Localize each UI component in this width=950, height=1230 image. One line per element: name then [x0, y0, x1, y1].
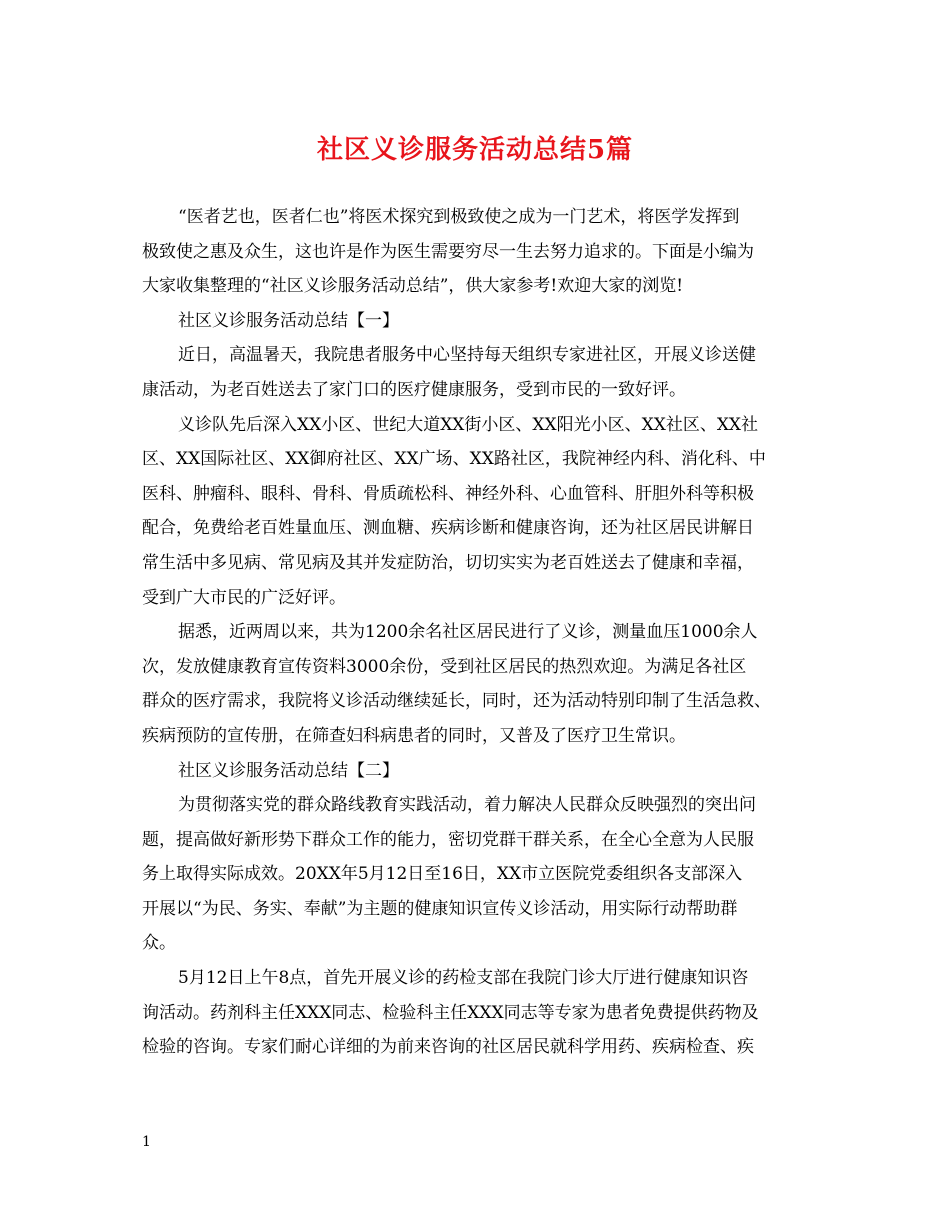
text-line: 极致使之惠及众生，这也许是作为医生需要穷尽一生去努力追求的。下面是小编为	[142, 241, 754, 262]
text-line: 疾病预防的宣传册，在筛查妇科病患者的同时，又普及了医疗卫生常识。	[142, 725, 686, 746]
text-line: 配合，免费给老百姓量血压、测血糖、疾病诊断和健康咨询，还为社区居民讲解日	[142, 518, 754, 539]
section-heading: 社区义诊服务活动总结【一】	[178, 310, 399, 331]
document-title: 社区义诊服务活动总结5篇	[316, 135, 634, 165]
text-line: “医者艺也，医者仁也”将医术探究到极致使之成为一门艺术，将医学发挥到	[178, 207, 740, 227]
text-line: 次，发放健康教育宣传资料3000余份，受到社区居民的热烈欢迎。为满足各社区	[142, 656, 747, 677]
text-line: 近日，高温暑天，我院患者服务中心坚持每天组织专家进社区，开展义诊送健	[178, 345, 756, 366]
text-line: 区、XX国际社区、XX御府社区、XX广场、XX路社区，我院神经内科、消化科、中	[142, 449, 766, 470]
text-line: 开展以“为民、务实、奉献”为主题的健康知识宣传义诊活动，用实际行动帮助群	[142, 898, 738, 919]
text-line: 义诊队先后深入XX小区、世纪大道XX街小区、XX阳光小区、XX社区、XX社	[178, 414, 759, 435]
text-line: 群众的医疗需求，我院将义诊活动继续延长，同时，还为活动特别印制了生活急救、	[142, 691, 771, 712]
document-body	[142, 200, 807, 1065]
text-line: 受到广大市民的广泛好评。	[142, 587, 346, 608]
text-line: 为贯彻落实党的群众路线教育实践活动，着力解决人民群众反映强烈的突出问	[178, 795, 756, 816]
text-line: 康活动，为老百姓送去了家门口的医疗健康服务，受到市民的一致好评。	[142, 379, 686, 400]
text-line: 据悉，近两周以来，共为1200余名社区居民进行了义诊，测量血压1000余人	[178, 622, 758, 643]
text-line: 大家收集整理的“社区义诊服务活动总结”，供大家参考!欢迎大家的浏览!	[142, 276, 684, 297]
page-number: 1	[142, 1134, 151, 1150]
text-line: 务上取得实际成效。20XX年5月12日至16日，XX市立医院党委组织各支部深入	[142, 864, 743, 885]
section-heading: 社区义诊服务活动总结【二】	[178, 760, 399, 781]
text-line: 医科、肿瘤科、眼科、骨科、骨质疏松科、神经外科、心血管科、肝胆外科等积极	[142, 483, 754, 504]
text-line: 检验的咨询。专家们耐心详细的为前来咨询的社区居民就科学用药、疾病检查、疾	[142, 1037, 754, 1058]
text-line: 询活动。药剂科主任XXX同志、检验科主任XXX同志等专家为患者免费提供药物及	[142, 1002, 759, 1023]
text-line: 众。	[142, 933, 176, 954]
text-line: 常生活中多见病、常见病及其并发症防治，切切实实为老百姓送去了健康和幸福，	[142, 552, 754, 573]
text-line: 题，提高做好新形势下群众工作的能力，密切党群干群关系，在全心全意为人民服	[142, 829, 754, 850]
text-line: 5月12日上午8点，首先开展义诊的药检支部在我院门诊大厅进行健康知识咨	[178, 968, 749, 989]
